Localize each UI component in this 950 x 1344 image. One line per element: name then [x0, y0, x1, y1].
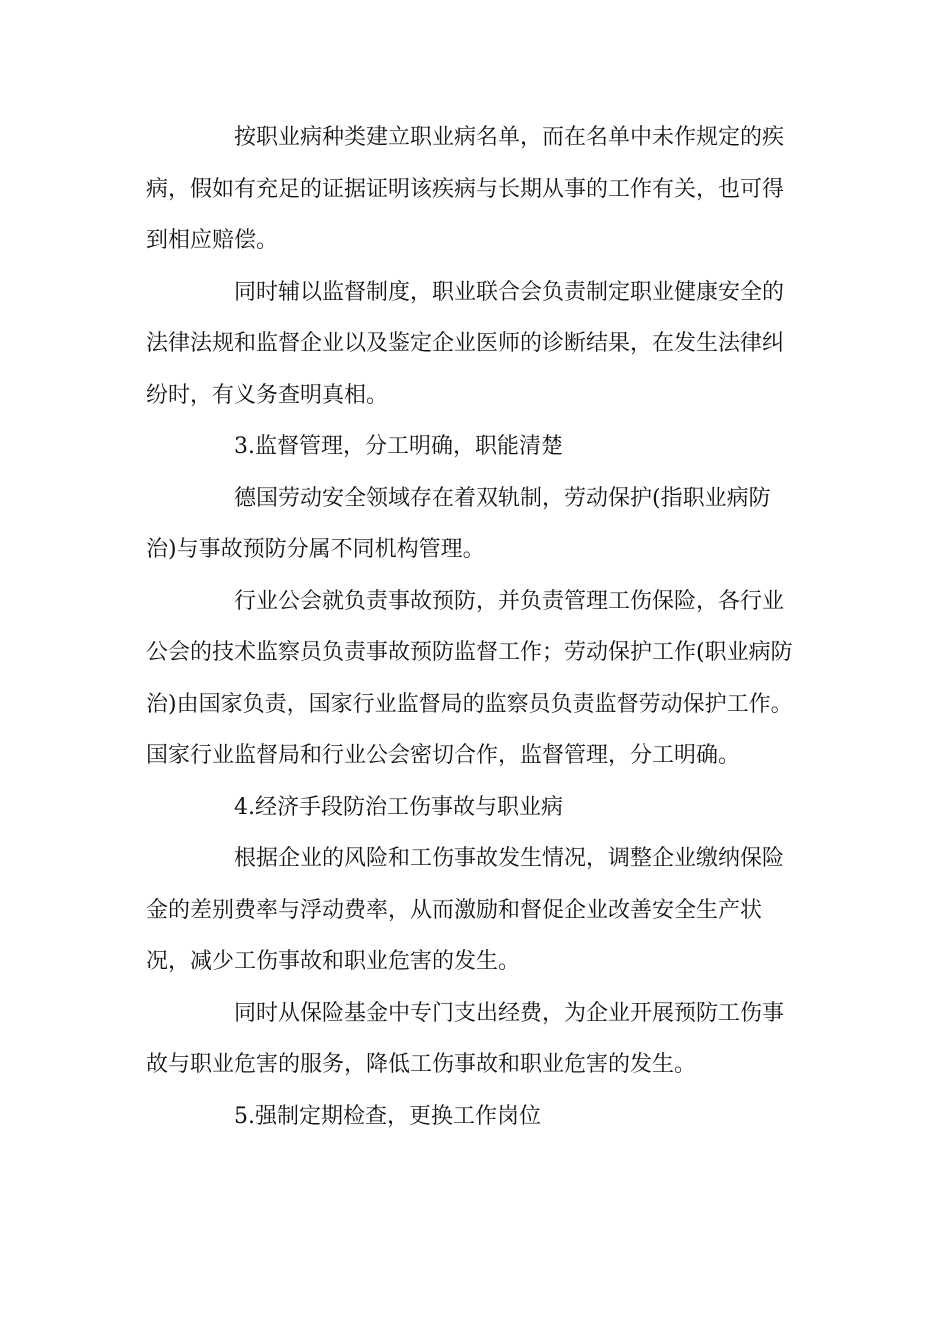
- text-line: 按职业病种类建立职业病名单，而在名单中未作规定的疾: [234, 125, 785, 150]
- text-line: 故与职业危害的服务，降低工伤事故和职业危害的发生。: [146, 1052, 697, 1077]
- section-heading-3: 3.监督管理，分工明确，职能清楚: [234, 434, 563, 459]
- text-line: 同时从保险基金中专门支出经费，为企业开展预防工伤事: [234, 1000, 785, 1026]
- text-line: 行业公会就负责事故预防，并负责管理工伤保险，各行业: [234, 588, 785, 614]
- text-line: 同时辅以监督制度，职业联合会负责制定职业健康安全的: [234, 279, 785, 305]
- text-line: 病，假如有充足的证据证明该疾病与长期从事的工作有关，也可得: [146, 176, 785, 202]
- text-line: 根据企业的风险和工伤事故发生情况，调整企业缴纳保险: [234, 846, 785, 871]
- section-heading-5: 5.强制定期检查，更换工作岗位: [234, 1103, 541, 1129]
- text-line: 公会的技术监察员负责事故预防监督工作；劳动保护工作(职业病防: [146, 640, 793, 665]
- document-page: [146, 112, 806, 1142]
- paragraph-industry-association: [146, 576, 806, 782]
- text-line: 况，减少工伤事故和职业危害的发生。: [146, 949, 521, 974]
- text-line: 国家行业监督局和行业公会密切合作，监督管理，分工明确。: [146, 743, 741, 768]
- section-heading-4: 4.经济手段防治工伤事故与职业病: [234, 794, 563, 820]
- paragraph-insurance-fund: [146, 988, 806, 1091]
- paragraph-dual-track-system: [146, 473, 806, 576]
- paragraph-premium-rates: [146, 833, 806, 988]
- text-line: 治)由国家负责，国家行业监督局的监察员负责监督劳动保护工作。: [146, 691, 793, 717]
- text-line: 金的差别费率与浮动费率，从而激励和督促企业改善安全生产状: [146, 897, 763, 923]
- text-line: 德国劳动安全领域存在着双轨制，劳动保护(指职业病防: [234, 485, 771, 511]
- text-line: 纷时，有义务查明真相。: [146, 382, 389, 408]
- paragraph-supervision-system: [146, 267, 806, 422]
- text-line: 到相应赔偿。: [146, 228, 279, 253]
- text-line: 法律法规和监督企业以及鉴定企业医师的诊断结果，在发生法律纠: [146, 331, 785, 356]
- paragraph-occupational-disease-list: [146, 112, 806, 267]
- text-line: 治)与事故预防分属不同机构管理。: [146, 537, 485, 562]
